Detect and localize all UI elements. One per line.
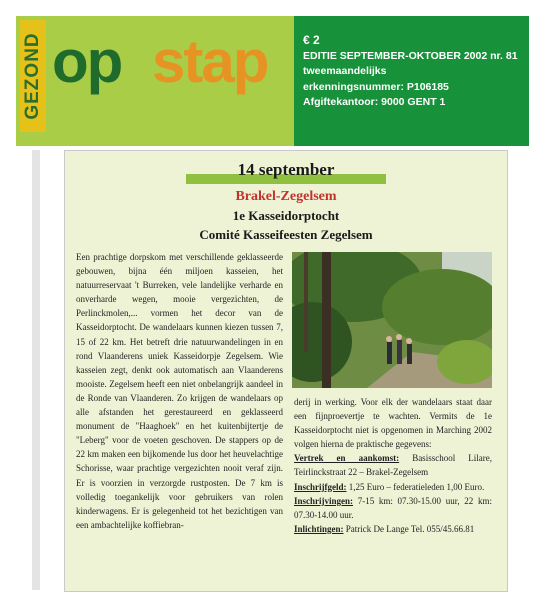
walkers-photo bbox=[292, 252, 492, 388]
article-body-column-1 bbox=[76, 250, 283, 532]
article-organizer: Comité Kasseifeesten Zegelsem bbox=[199, 227, 373, 242]
practical-start-value: Basisschool Lilare, Teirlinckstraat 22 – Brakel-Zegelsem bbox=[294, 453, 492, 478]
practical-fee-label: Inschrijfgeld: bbox=[294, 481, 347, 492]
practical-info-value: Patrick De Lange Tel. 055/45.66.81 bbox=[343, 523, 475, 534]
body-text-1: Een prachtige dorpskom met verschillende geklasseerde gebouwen, bijna één miljoen kasseien, het natuurreservaat 't Burreken, vele landelijke verharde en onverharde wegen, mooie vergezichten, de Perlinckmolen,... vormen het decor van de Kasseidorptocht. De wandelaars kunnen kiezen tussen 7, 15 of 22 km. Het betreft drie natuurwandelingen in en rond Vlaanderens uniek Kasseidorpje Zegelsem. Wie kasseien zegt, denkt ook automatisch aan Vlaanderens mooiste. Zegelsem heeft een niet onbelangrijk aandeel in de Ronde van Vlaanderen. Zo krijgen de wandelaars op alle afstanden het gerestaureerd en geklasseerd monument de "Haaghoek" en het kuitenbijtertje de "Leberg" voor de voeten geschoven. De stappers op de 22 km maken een bijkomende lus door het heuvelachtige Schorisse, waar prachtige vergezichten nooit veraf zijn. Er is voorzien in verzorgde rustposten. De 7 km is volledig toegankelijk voor gebruikers van rolen kinderwagens. Er is gelegenheid tot het bezichtigen van een ambachtelijke koffiebran- bbox=[76, 252, 283, 530]
frequency-line: tweemaandelijks bbox=[303, 65, 387, 77]
gezond-label: GEZOND bbox=[22, 32, 43, 120]
article-title: 1e Kasseidorptocht bbox=[232, 208, 340, 223]
walkers-photo-image bbox=[292, 252, 492, 388]
article-date: 14 september bbox=[237, 160, 335, 179]
practical-fee-value: 1,25 Euro – federatieleden 1,00 Euro. bbox=[346, 481, 485, 492]
masthead-info bbox=[303, 33, 529, 111]
gezond-banner bbox=[20, 20, 46, 132]
practical-start-label: Vertrek en aankomst: bbox=[294, 453, 400, 464]
postal-office-line: Afgiftekantoor: 9000 GENT 1 bbox=[303, 96, 446, 108]
practical-info bbox=[294, 522, 492, 536]
masthead-title-stap: stap bbox=[152, 28, 268, 95]
article-place: Brakel-Zegelsem bbox=[235, 189, 337, 204]
edition-line: EDITIE SEPTEMBER-OKTOBER 2002 nr. 81 bbox=[303, 49, 518, 62]
practical-registration-label: Inschrijvingen: bbox=[294, 495, 354, 506]
masthead-title-op: op bbox=[52, 28, 122, 95]
price: € 2 bbox=[303, 33, 320, 47]
practical-fee bbox=[294, 480, 492, 494]
page-shadow bbox=[32, 150, 40, 590]
practical-registration-value: 7-15 km: 07.30-15.00 uur, 22 km: 07.30-14.00 uur. bbox=[294, 495, 492, 520]
article-body-column-2 bbox=[294, 395, 492, 536]
registration-line: erkenningsnummer: P106185 bbox=[303, 80, 449, 93]
body-text-2: derij in werking. Voor elk der wandelaars staat daar een fijnproevertje te wachten. Vermits de 1e Kasseidorptocht niet is opgenomen in Marching 2002 volgen hierna de praktische gegevens: bbox=[294, 397, 492, 450]
practical-registration bbox=[294, 494, 492, 522]
practical-start bbox=[294, 451, 492, 479]
practical-info-label: Inlichtingen: bbox=[294, 523, 344, 534]
